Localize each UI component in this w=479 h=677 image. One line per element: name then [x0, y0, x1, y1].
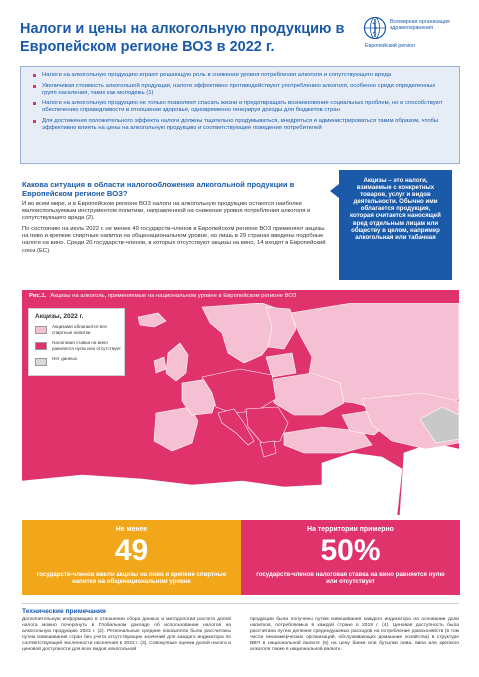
notes-heading: Технические примечания: [22, 608, 106, 615]
legend-item-no-data: [35, 356, 118, 370]
figure-caption: Акцизы на алкоголь, применяемые на национальном уровне в Европейском регионе ВОЗ: [50, 293, 297, 299]
intro-bullet: Налоги на алкогольную продукцию играют решающую роль в снижении уровня потребления алкоголя и сопутствующего вреда: [33, 72, 451, 79]
who-logo: [363, 16, 475, 52]
stat-box-excise-countries: [22, 520, 241, 595]
org-region: Европейский регион: [365, 43, 416, 49]
intro-bullet: Увеличивая стоимость алкогольной продукции, налоги эффективно противодействуют употреблению алкоголя, особенно среди определенных групп населения, таких как молодежь (1): [33, 83, 451, 97]
map-middle-east: [322, 453, 402, 515]
legend-title: Акцизы, 2022 г.: [35, 313, 84, 320]
stat-description: государств-членов ввели акцизы на пиво и крепкие спиртные напитки на общенациональном уровне: [36, 571, 227, 586]
page-title: Налоги и цены на алкогольную продукцию в Европейском регионе ВОЗ в 2022 г.: [20, 21, 345, 55]
situation-body: [22, 201, 332, 259]
who-emblem-icon: [363, 16, 387, 40]
situation-paragraph: По состоянию на июль 2022 г. не менее 49 государств-членов в Европейском регионе ВОЗ применяют акцизы на пиво и крепкие спиртные напитки на общенациональном уровне, но лишь в 29 странах введены подобные налоги на вино. Среди 20 государств-членов, в которых отсутствуют акцизы на вино, 14 входят в Европейский союз (ЕС).: [22, 226, 326, 254]
notes-column: продукции были получены путем взвешивания каждого индикатора на основании доли напитков, потребляемых в каждой стране в 2019 г. (4). Ценовая доступность была рассчитана путем деления среднедушевых расходов на потребление домохозяйств (в том числе некоммерческих организаций, обслуживающих домашние хозяйства) в структуре ВВП в национальной валюте (5) на цену банки или бутылки пива, вина или крепкого алкоголя также в национальной валюте.: [250, 617, 459, 652]
excise-definition-box: Акцизы – это налоги, взимаемые с конкретных товаров, услуг и видов деятельности. Обычно ими облагается продукция, которая считается наносящей вред отдельным лицам или обществу в целом, например алкогольная или табачная: [339, 170, 452, 280]
map-legend: [28, 308, 125, 376]
stat-prefix: Не менее: [115, 526, 148, 533]
notes-column: Дополнительную информацию в отношении сбора данных и методологии расчета долей налога можно почерпнуть в Глобальном докладе об использовании налогов на алкогольную продукцию 2023 г. (2). Региональные средние показатели были рассчитаны путем взвешивания стран без учета отсутствующих значений для каждого индикатора по соответствующей численности населения в 2022 г. (3). Совокупные оценки долей налога и ценовой доступности для всех видов алкогольной: [22, 617, 231, 652]
legend-swatch: [35, 358, 47, 366]
legend-item-zero-wine: [35, 340, 121, 354]
org-name: Всемирная организация здравоохранения: [390, 19, 450, 32]
figure-caption-bar: [22, 290, 459, 303]
situation-paragraph: И во всем мире, и в Европейском регионе ВОЗ налоги на алкогольную продукцию остаются наиболее малоиспользуемым инструментом политики, направленной на снижение уровня потребления алкоголя и сопутствующего вреда (2).: [22, 201, 311, 222]
legend-label: Налоговая ставка на вино равняется нулю или отсутствует: [52, 340, 121, 351]
legend-label: Нет данных: [52, 356, 78, 361]
notes-divider: [22, 603, 459, 604]
intro-bullet: Для достижения положительного эффекта налоги должны тщательно продумываться, внедряться и администрироваться таким образом, чтобы эффективно влиять на цены на алкогольную продукцию и соответствующее поведение потребителей: [33, 118, 451, 132]
legend-swatch: [35, 342, 47, 350]
map-iran: [400, 443, 459, 515]
stat-number: 49: [114, 534, 149, 567]
intro-bullet-list: [33, 72, 451, 132]
stat-number: 50%: [320, 534, 381, 567]
legend-item-all-taxed: [35, 324, 118, 338]
figure-label: Рис.1.: [29, 293, 47, 299]
stat-box-wine-tax: [241, 520, 460, 595]
legend-label: Акцизами облагаются все спиртные напитки: [52, 324, 107, 335]
header: [0, 0, 479, 62]
stat-description: государств-членов налоговая ставка на вино равняется нулю или отсутствует: [256, 571, 445, 586]
situation-heading: Какова ситуация в области налогообложения алкогольной продукции в Европейском регионе ВОЗ?: [22, 180, 295, 198]
intro-bullet: Налоги на алкогольную продукцию не только позволяют спасать жизни и предотвращать возникновение социальных проблем, но и способствуют обеспечению справедливости в отношении здоровья, одновременно генерируя доходы для бюджетов стран: [33, 100, 451, 114]
legend-swatch: [35, 326, 47, 334]
figure-excise-map: [22, 290, 459, 515]
stat-prefix: На территории примерно: [307, 526, 394, 533]
intro-box: [20, 66, 460, 164]
